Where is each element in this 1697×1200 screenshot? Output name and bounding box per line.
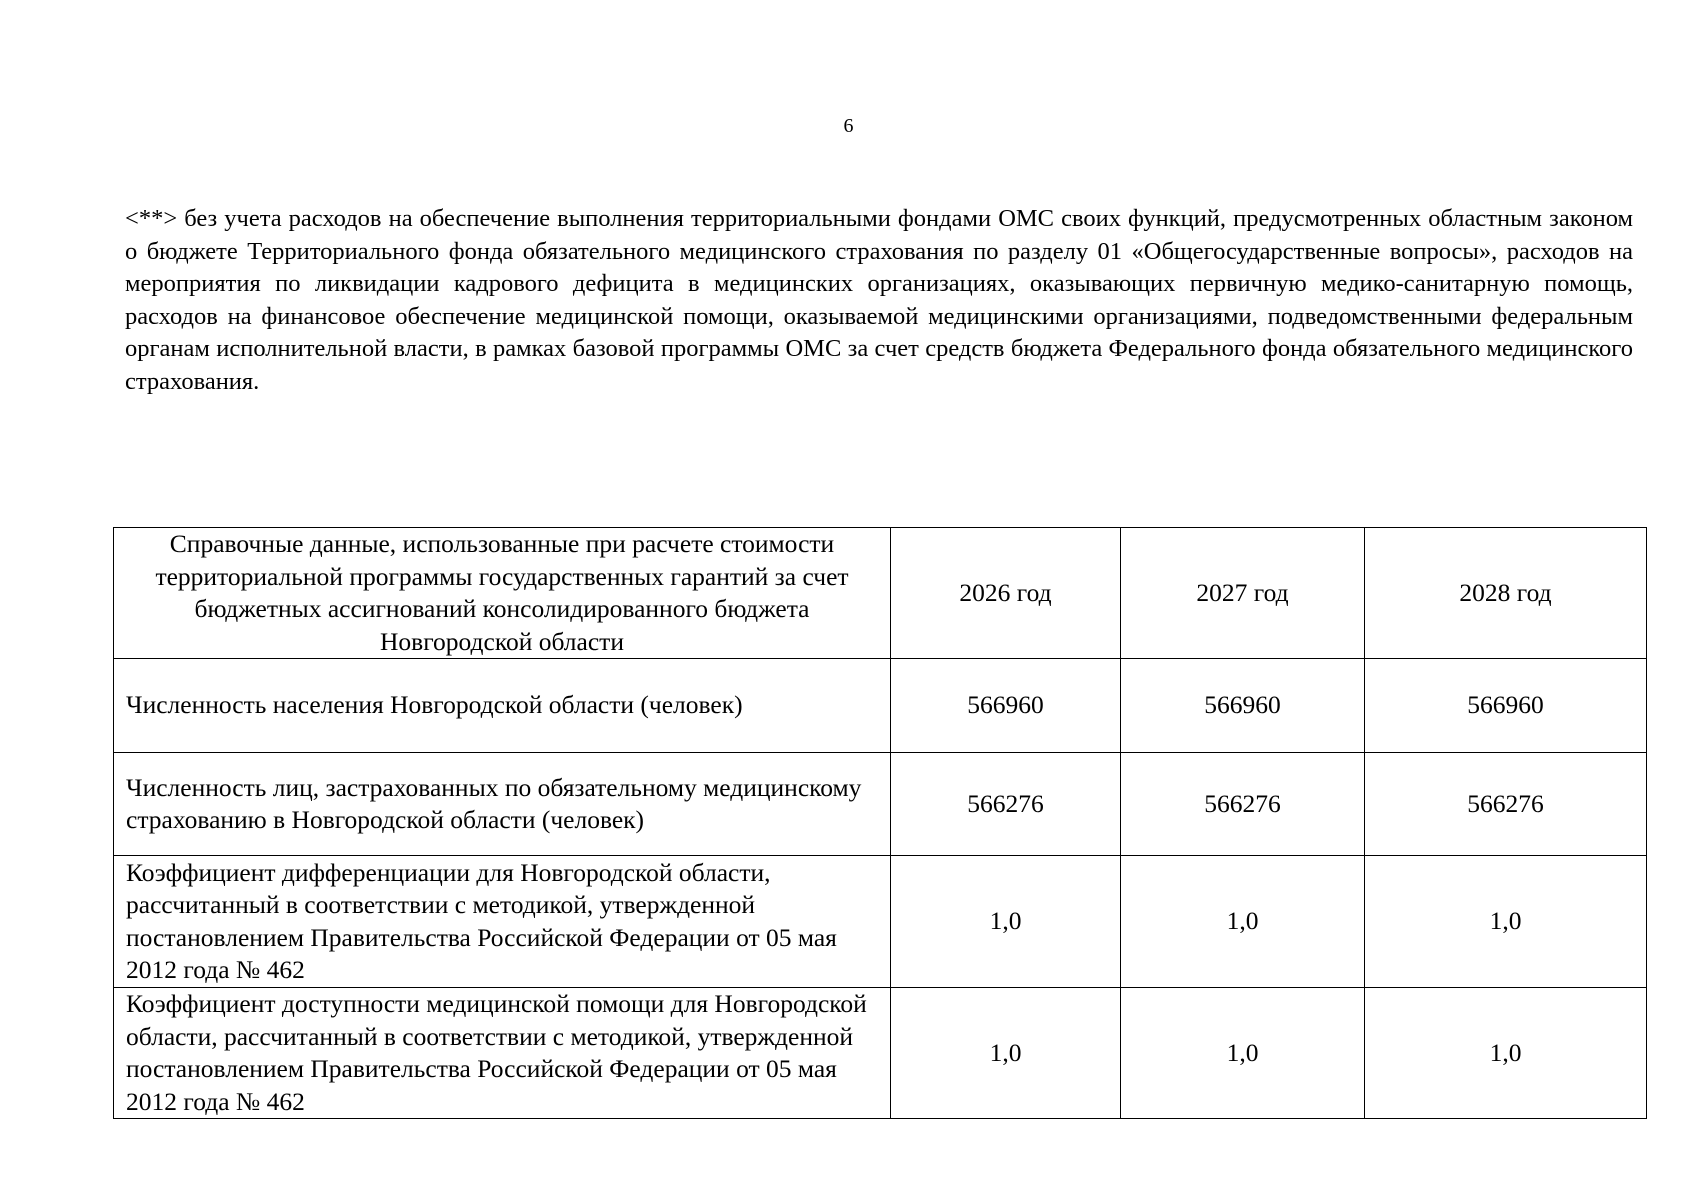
row-value-2027: 566276	[1121, 753, 1365, 856]
row-value-2026: 566276	[891, 753, 1121, 856]
row-label: Численность населения Новгородской области (человек)	[114, 659, 891, 753]
row-value-2027: 1,0	[1121, 988, 1365, 1119]
footnote-text: <**> без учета расходов на обеспечение выполнения территориальными фондами ОМС своих функций, предусмотренных областным законом о бюджете Территориального фонда обязательного медицинского страхования по разделу 01 «Общегосударственные вопросы», расходов на мероприятия по ликвидации кадрового дефицита в медицинских организациях, оказывающих первичную медико-санитарную помощь, расходов на финансовое обеспечение медицинской помощи, оказываемой медицинскими организациями, подведомственными федеральным органам исполнительной власти, в рамках базовой программы ОМС за счет средств бюджета Федерального фонда обязательного медицинского страхования.	[125, 205, 1633, 395]
row-label: Коэффициент доступности медицинской помощи для Новгородской области, рассчитанный в соответствии с методикой, утвержденной постановлением Правительства Российской Федерации от 05 мая 2012 года № 462	[114, 988, 891, 1119]
row-value-2028: 566276	[1365, 753, 1647, 856]
row-value-2028: 566960	[1365, 659, 1647, 753]
table-header-row	[114, 528, 1647, 659]
row-value-2028: 1,0	[1365, 988, 1647, 1119]
row-value-2026: 566960	[891, 659, 1121, 753]
row-label: Численность лиц, застрахованных по обязательному медицинскому страхованию в Новгородской области (человек)	[114, 753, 891, 856]
row-value-2026: 1,0	[891, 988, 1121, 1119]
header-year-2026: 2026 год	[891, 528, 1121, 659]
row-value-2026: 1,0	[891, 856, 1121, 988]
row-label: Коэффициент дифференциации для Новгородской области, рассчитанный в соответствии с методикой, утвержденной постановлением Правительства Российской Федерации от 05 мая 2012 года № 462	[114, 856, 891, 988]
page-number: 6	[843, 115, 854, 137]
header-year-2027: 2027 год	[1121, 528, 1365, 659]
row-value-2027: 566960	[1121, 659, 1365, 753]
table-row-differentiation-coefficient	[114, 856, 1647, 988]
header-year-2028: 2028 год	[1365, 528, 1647, 659]
table-row-population	[114, 659, 1647, 753]
table-row-accessibility-coefficient	[114, 988, 1647, 1119]
row-value-2028: 1,0	[1365, 856, 1647, 988]
table-row-insured	[114, 753, 1647, 856]
reference-data-table	[113, 527, 1647, 1119]
header-label-cell: Справочные данные, использованные при расчете стоимости территориальной программы государственных гарантий за счет бюджетных ассигнований консолидированного бюджета Новгородской области	[114, 528, 891, 659]
row-value-2027: 1,0	[1121, 856, 1365, 988]
